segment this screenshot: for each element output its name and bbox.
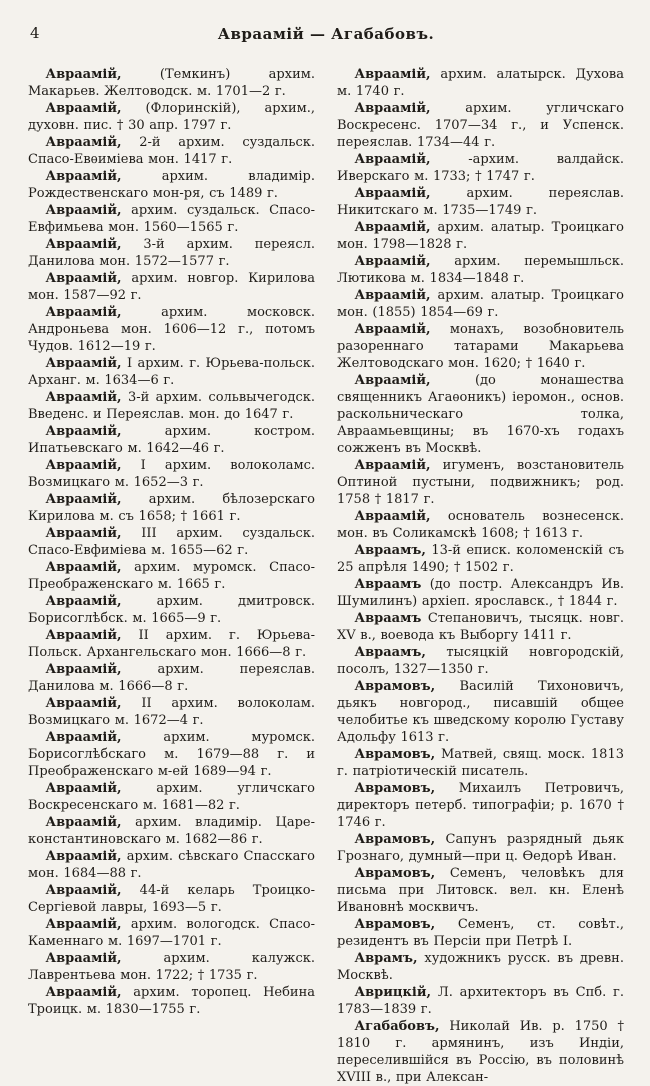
entry-text: Л. архитекторъ въ Спб. г. 1783—1839 г. xyxy=(337,985,624,1017)
entry-text: игуменъ, возстановитель Оптиной пустыни, подвижникъ; род. 1758 † 1817 г. xyxy=(337,458,624,507)
dictionary-entry xyxy=(28,355,315,389)
entry-headword: Авраамій, xyxy=(45,985,122,1000)
dictionary-entry xyxy=(337,151,624,185)
entry-text: архим. бѣлозерскаго Кирилова м. съ 1658; † 1661 г. xyxy=(28,492,315,524)
entry-headword: Авраамій, xyxy=(45,203,122,218)
entry-text: II архим. волоколам. Возмицкаго м. 1672—4 г. xyxy=(28,696,315,728)
entry-text: архим. муромск. Борисоглѣбскаго м. 1679—88 г. и Преображенскаго м-ей 1689—94 г. xyxy=(28,730,315,779)
entry-headword: Авраамій, xyxy=(45,594,122,609)
entry-text: II архим. г. Юрьева-Польск. Архангельскаго мон. 1666—8 г. xyxy=(28,628,315,660)
entry-headword: Авраамій, xyxy=(45,696,122,711)
entry-headword: Авраамъ xyxy=(354,577,422,592)
entry-text: архим. суздальск. Спасо-Евфимьева мон. 1560—1565 г. xyxy=(28,203,315,235)
entry-headword: Авраамій, xyxy=(45,560,122,575)
entry-headword: Авраамій, xyxy=(45,815,122,830)
dictionary-entry xyxy=(28,950,315,984)
dictionary-entry xyxy=(28,491,315,525)
entry-text: тысяцкій новгородскій, посолъ, 1327—1350 г. xyxy=(337,645,624,677)
entry-text: 13-й еписк. коломенскій съ 25 апрѣля 1490; † 1502 г. xyxy=(337,543,625,575)
entry-headword: Авраамій, xyxy=(354,288,431,303)
dictionary-entry xyxy=(337,1018,624,1086)
entry-headword: Авраамій, xyxy=(45,67,122,82)
entry-text: архим. торопец. Небина Троицк. м. 1830—1755 г. xyxy=(28,985,316,1017)
entry-headword: Авраамій, xyxy=(45,492,122,507)
entry-text: архим. сѣвскаго Спасскаго мон. 1684—88 г. xyxy=(28,849,315,881)
dictionary-entry xyxy=(28,389,315,423)
dictionary-entry xyxy=(28,134,315,168)
entry-headword: Авраамій, xyxy=(354,67,431,82)
entry-text: архим. новгор. Кирилова мон. 1587—92 г. xyxy=(28,271,315,303)
entry-headword: Аврамовъ, xyxy=(354,832,436,847)
entry-text: -архим. валдайск. Иверскаго м. 1733; † 1747 г. xyxy=(337,152,624,184)
entry-text: Василій Тихоновичъ, дьякъ новгород., писавшій общее челобитье къ шведскому королю Густаву Адольфу 1613 г. xyxy=(337,679,624,745)
dictionary-entry xyxy=(337,644,624,678)
entry-headword: Авраамій, xyxy=(354,101,431,116)
entry-text: 44-й келарь Троицко-Сергіевой лавры, 1693—5 г. xyxy=(28,883,315,915)
entry-headword: Авраамій, xyxy=(354,458,431,473)
dictionary-entry xyxy=(337,457,624,508)
page-header xyxy=(28,24,624,46)
entry-text: художникъ русск. въ древн. Москвѣ. xyxy=(337,951,624,983)
entry-headword: Авраамій, xyxy=(45,458,122,473)
dictionary-entry xyxy=(337,678,624,746)
dictionary-entry xyxy=(337,916,624,950)
dictionary-entry xyxy=(337,865,624,916)
entry-text: III архим. суздальск. Спасо-Евфиміева м. 1655—62 г. xyxy=(28,526,315,558)
entry-text: Михаилъ Петровичъ, директоръ петерб. типографіи; р. 1670 † 1746 г. xyxy=(337,781,624,830)
running-title: Авраамій — Агабабовъ. xyxy=(217,25,435,43)
entry-headword: Авраамій, xyxy=(45,883,122,898)
entry-headword: Авраамій, xyxy=(45,101,122,116)
dictionary-entry xyxy=(337,185,624,219)
dictionary-entry xyxy=(337,950,624,984)
entry-text: Сапунъ разрядный дьяк Грознаго, думный—при ц. Ѳедорѣ Иван. xyxy=(337,832,624,864)
entry-text: (до постр. Александръ Ив. Шумилинъ) архіеп. ярославск., † 1844 г. xyxy=(337,577,624,609)
dictionary-entry xyxy=(337,831,624,865)
entry-text: монахъ, возобновитель разореннаго татарами Макарьева Желтоводскаго мон. 1620; † 1640 г. xyxy=(337,322,624,371)
entry-text: архим. костром. Ипатьевскаго м. 1642—46 г. xyxy=(28,424,315,456)
dictionary-entry xyxy=(337,746,624,780)
dictionary-entry xyxy=(28,882,315,916)
entry-text: Семенъ, ст. совѣт., резидентъ въ Персіи при Петрѣ I. xyxy=(337,917,624,949)
entry-text: I архим. волоколамс. Возмицкаго м. 1652—3 г. xyxy=(28,458,315,490)
dictionary-entry xyxy=(28,984,315,1018)
entry-headword: Аврамовъ, xyxy=(354,917,436,932)
dictionary-entry xyxy=(337,984,624,1018)
entry-headword: Агабабовъ, xyxy=(354,1019,440,1034)
dictionary-entry xyxy=(28,780,315,814)
entry-headword: Авраамій, xyxy=(45,356,122,371)
dictionary-entry xyxy=(337,372,624,457)
entry-headword: Авраамій, xyxy=(45,951,122,966)
entry-text: 3-й архим. переясл. Данилова мон. 1572—1577 г. xyxy=(28,237,315,269)
entry-text: 3-й архим. сольвычегодск. Введенс. и Переяслав. мон. до 1647 г. xyxy=(28,390,315,422)
dictionary-entry xyxy=(28,661,315,695)
entry-headword: Авраамій, xyxy=(45,390,122,405)
entry-headword: Авраамій, xyxy=(45,424,122,439)
entry-text: 2-й архим. суздальск. Спасо-Евѳиміева мон. 1417 г. xyxy=(28,135,315,167)
entry-text: архим. алатыр. Троицкаго мон. 1798—1828 г. xyxy=(337,220,625,252)
dictionary-entry xyxy=(28,423,315,457)
entry-text: (до монашества священникъ Агаѳоникъ) іеромон., основ. раскольническаго толка, Авраамьевщины; въ 1670-хъ годахъ сожженъ въ Москвѣ. xyxy=(337,373,624,456)
entry-headword: Аврамъ, xyxy=(354,951,418,966)
entry-text: Матвей, свящ. моск. 1813 г. патріотическій писатель. xyxy=(337,747,624,779)
dictionary-entry xyxy=(28,593,315,627)
entry-headword: Авраамій, xyxy=(354,254,431,269)
entry-text: архим. владимір. Рождественскаго мон-ря, съ 1489 г. xyxy=(28,169,315,201)
entry-text: архим. угличскаго Воскресенс. 1707—34 г., и Успенск. переяслав. 1734—44 г. xyxy=(337,101,624,150)
entry-headword: Аврамовъ, xyxy=(354,866,436,881)
entry-headword: Авраамій, xyxy=(354,220,431,235)
dictionary-entry xyxy=(337,219,624,253)
entry-headword: Авраамъ, xyxy=(354,645,426,660)
dictionary-entry xyxy=(337,576,624,610)
dictionary-entry xyxy=(337,508,624,542)
dictionary-entry xyxy=(337,542,624,576)
dictionary-entry xyxy=(28,559,315,593)
entry-headword: Авраамій, xyxy=(45,169,122,184)
dictionary-entry xyxy=(337,253,624,287)
entry-text: архим. угличскаго Воскресенскаго м. 1681—82 г. xyxy=(28,781,315,813)
entry-headword: Авраамій, xyxy=(45,730,122,745)
dictionary-entry xyxy=(337,610,624,644)
page-number: 4 xyxy=(30,24,40,42)
dictionary-entry xyxy=(337,100,624,151)
dictionary-entry xyxy=(28,848,315,882)
entry-text: архим. перемышльск. Лютикова м. 1834—1848 г. xyxy=(337,254,624,286)
dictionary-entry xyxy=(28,916,315,950)
entry-headword: Авраамій, xyxy=(45,526,122,541)
entry-text: архим. вологодск. Спасо-Каменнаго м. 1697—1701 г. xyxy=(28,917,315,949)
dictionary-entry xyxy=(337,66,624,100)
entry-text: архим. дмитровск. Борисоглѣбск. м. 1665—9 г. xyxy=(28,594,315,626)
entry-text: Степановичъ, тысяцк. новг. XV в., воевода къ Выборгу 1411 г. xyxy=(337,611,624,643)
entry-text: архим. переяслав. Данилова м. 1666—8 г. xyxy=(28,662,315,694)
entry-text: Николай Ив. р. 1750 † 1810 г. армянинъ, изъ Индіи, переселившійся въ Россію, въ половинѣ XVIII в., при Алексан- xyxy=(337,1019,624,1085)
entry-text: архим. алатыр. Троицкаго мон. (1855) 1854—69 г. xyxy=(337,288,625,320)
dictionary-entry xyxy=(28,525,315,559)
dictionary-entry xyxy=(28,627,315,661)
dictionary-entry xyxy=(337,321,624,372)
entry-headword: Авраамій, xyxy=(45,781,122,796)
entry-headword: Аврамовъ, xyxy=(354,781,436,796)
entry-headword: Авраамій, xyxy=(45,237,122,252)
column-left xyxy=(28,66,315,1086)
entry-headword: Авраамій, xyxy=(45,662,122,677)
column-right xyxy=(337,66,624,1086)
dictionary-entry xyxy=(28,168,315,202)
entry-text: архим. муромск. Спасо-Преображенскаго м. 1665 г. xyxy=(28,560,316,592)
entry-headword: Авраамій, xyxy=(354,186,431,201)
dictionary-entry xyxy=(28,457,315,491)
entry-headword: Аврамовъ, xyxy=(354,747,436,762)
entry-headword: Аврицкій, xyxy=(354,985,431,1000)
entry-headword: Авраамій, xyxy=(45,135,122,150)
entry-text: архим. переяслав. Никитскаго м. 1735—1749 г. xyxy=(337,186,624,218)
entry-text: I архим. г. Юрьева-польск. Арханг. м. 1634—6 г. xyxy=(28,356,315,388)
text-columns xyxy=(28,66,624,1086)
dictionary-entry xyxy=(28,814,315,848)
dictionary-entry xyxy=(28,100,315,134)
entry-text: архим. алатырск. Духова м. 1740 г. xyxy=(337,67,624,99)
entry-text: архим. московск. Андроньева мон. 1606—12 г., потомъ Чудов. 1612—19 г. xyxy=(28,305,315,354)
entry-headword: Авраамій, xyxy=(354,322,431,337)
dictionary-entry xyxy=(28,729,315,780)
entry-headword: Авраамъ, xyxy=(354,543,426,558)
entry-headword: Авраамій, xyxy=(354,509,431,524)
entry-text: архим. владимір. Царе-константиновскаго м. 1682—86 г. xyxy=(28,815,315,847)
dictionary-entry xyxy=(28,270,315,304)
entry-headword: Авраамъ xyxy=(354,611,422,626)
dictionary-entry xyxy=(28,202,315,236)
dictionary-entry xyxy=(337,780,624,831)
dictionary-entry xyxy=(28,236,315,270)
entry-headword: Аврамовъ, xyxy=(354,679,436,694)
entry-headword: Авраамій, xyxy=(45,271,122,286)
entry-headword: Авраамій, xyxy=(354,373,431,388)
dictionary-entry xyxy=(28,304,315,355)
dictionary-entry xyxy=(28,695,315,729)
entry-text: (Флоринскій), архим., духовн. пис. † 30 апр. 1797 г. xyxy=(28,101,315,133)
entry-headword: Авраамій, xyxy=(45,305,122,320)
entry-headword: Авраамій, xyxy=(45,849,122,864)
entry-headword: Авраамій, xyxy=(45,917,122,932)
entry-headword: Авраамій, xyxy=(354,152,431,167)
dictionary-entry xyxy=(28,66,315,100)
entry-headword: Авраамій, xyxy=(45,628,122,643)
entry-text: архим. калужск. Лаврентьева мон. 1722; † 1735 г. xyxy=(28,951,315,983)
entry-text: Семенъ, человѣкъ для письма при Литовск. вел. кн. Еленѣ Ивановнѣ москвичъ. xyxy=(337,866,624,915)
dictionary-entry xyxy=(337,287,624,321)
entry-text: основатель вознесенск. мон. въ Соликамскѣ 1608; † 1613 г. xyxy=(337,509,624,541)
entry-text: (Темкинъ) архим. Макарьев. Желтоводск. м. 1701—2 г. xyxy=(28,67,315,99)
